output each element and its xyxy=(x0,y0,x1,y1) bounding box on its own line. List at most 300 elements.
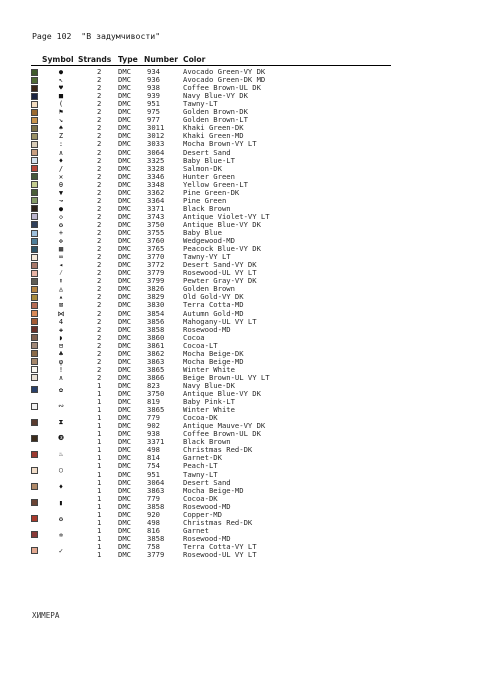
floss-number: 975 xyxy=(147,107,160,117)
color-name: Terra Cotta-VY LT xyxy=(183,541,257,551)
floss-number: 939 xyxy=(147,91,160,101)
color-name: Wedgewood-MD xyxy=(183,236,235,246)
floss-row xyxy=(0,124,494,132)
chart-symbol: ⊠ xyxy=(58,301,64,310)
strands-value: 1 xyxy=(97,533,102,543)
strands-value: 1 xyxy=(97,413,102,423)
chart-symbol: ∞ xyxy=(58,253,64,262)
color-name: Mocha Beige-MD xyxy=(183,356,244,366)
color-swatch xyxy=(31,125,38,132)
type-value: DMC xyxy=(118,83,131,93)
floss-number: 3865 xyxy=(147,405,165,415)
type-value: DMC xyxy=(118,421,131,431)
strands-value: 2 xyxy=(97,228,102,237)
strands-value: 1 xyxy=(97,461,102,471)
floss-row xyxy=(0,221,494,229)
color-swatch xyxy=(31,310,38,317)
type-value: DMC xyxy=(118,533,131,543)
color-swatch xyxy=(31,262,38,269)
color-name: Pine Green-DK xyxy=(183,187,240,197)
type-value: DMC xyxy=(118,413,131,423)
floss-number: 3772 xyxy=(147,260,165,270)
floss-number: 3743 xyxy=(147,211,165,221)
color-swatch xyxy=(31,69,38,76)
color-swatch xyxy=(31,326,38,333)
floss-row xyxy=(0,92,494,100)
type-value: DMC xyxy=(118,276,131,286)
strands-value: 2 xyxy=(97,244,102,254)
color-name: Salmon-DK xyxy=(183,163,222,173)
floss-row xyxy=(0,149,494,157)
floss-row xyxy=(0,374,494,382)
floss-number: 3854 xyxy=(147,308,165,318)
strands-value: 2 xyxy=(97,179,102,189)
floss-number: 3779 xyxy=(147,268,165,278)
floss-row xyxy=(0,551,494,559)
chart-symbol: : xyxy=(58,140,64,149)
type-value: DMC xyxy=(118,509,131,519)
color-name: Coffee Brown-UL DK xyxy=(183,429,261,439)
floss-row xyxy=(0,181,494,189)
type-value: DMC xyxy=(118,364,131,374)
floss-number: 3348 xyxy=(147,179,165,189)
strands-value: 2 xyxy=(97,348,102,358)
type-value: DMC xyxy=(118,292,131,302)
type-value: DMC xyxy=(118,236,131,246)
floss-number: 3863 xyxy=(147,485,165,495)
chart-symbol: ✚ xyxy=(58,325,64,334)
color-name: Mocha Beige-DK xyxy=(183,348,244,358)
color-name: Rosewood-MD xyxy=(183,533,231,543)
color-swatch xyxy=(31,157,38,164)
color-swatch xyxy=(31,77,38,84)
strands-value: 1 xyxy=(97,380,102,390)
floss-number: 3012 xyxy=(147,131,165,141)
strands-value: 1 xyxy=(97,453,102,463)
floss-number: 3856 xyxy=(147,316,165,326)
footer-text: ХИМЕРА xyxy=(32,611,60,620)
type-value: DMC xyxy=(118,195,131,205)
chart-symbol: ♦ xyxy=(58,482,64,491)
color-swatch xyxy=(31,278,38,285)
type-value: DMC xyxy=(118,405,131,415)
chart-symbol: ⬆ xyxy=(58,277,64,286)
color-swatch xyxy=(31,302,38,309)
type-value: DMC xyxy=(118,219,131,229)
floss-number: 902 xyxy=(147,421,160,431)
type-value: DMC xyxy=(118,453,131,463)
floss-number: 3346 xyxy=(147,171,165,181)
strands-value: 2 xyxy=(97,99,102,109)
color-name: Tawny-VY LT xyxy=(183,252,231,262)
floss-number: 754 xyxy=(147,461,160,471)
chart-symbol: ! xyxy=(58,365,64,374)
type-value: DMC xyxy=(118,525,131,535)
floss-number: 3779 xyxy=(147,550,165,559)
floss-number: 3861 xyxy=(147,340,165,350)
strands-value: 1 xyxy=(97,421,102,431)
color-name: Antique Mauve-VY DK xyxy=(183,421,266,431)
chart-symbol: ∧ xyxy=(58,373,64,382)
strands-value: 2 xyxy=(97,284,102,294)
strands-value: 2 xyxy=(97,123,102,133)
chart-symbol: ( xyxy=(58,100,64,109)
color-swatch xyxy=(31,374,38,381)
chart-symbol: ⁄ xyxy=(58,269,64,278)
strands-value: 1 xyxy=(97,389,102,398)
chart-symbol: ↘ xyxy=(58,116,64,125)
chart-symbol: ⊟ xyxy=(58,341,64,350)
strands-value: 1 xyxy=(97,485,102,495)
color-name: Black Brown xyxy=(183,437,231,447)
floss-number: 3799 xyxy=(147,276,165,286)
floss-number: 934 xyxy=(147,67,160,76)
strands-value: 2 xyxy=(97,268,102,278)
floss-row xyxy=(0,293,494,301)
color-swatch xyxy=(31,133,38,140)
strands-value: 2 xyxy=(97,260,102,270)
type-value: DMC xyxy=(118,123,131,133)
chart-symbol: ◂ xyxy=(58,261,64,270)
type-value: DMC xyxy=(118,139,131,149)
strands-value: 1 xyxy=(97,550,102,559)
strands-value: 1 xyxy=(97,517,102,527)
type-value: DMC xyxy=(118,501,131,511)
strands-value: 1 xyxy=(97,445,102,455)
strands-value: 1 xyxy=(97,509,102,519)
strands-value: 1 xyxy=(97,437,102,447)
color-name: Cocoa xyxy=(183,332,205,342)
type-value: DMC xyxy=(118,252,131,262)
chart-symbol: ♠ xyxy=(58,124,64,133)
color-name: Winter White xyxy=(183,364,235,374)
type-value: DMC xyxy=(118,203,131,213)
floss-number: 3362 xyxy=(147,187,165,197)
strands-value: 1 xyxy=(97,541,102,551)
color-name: Baby Blue-LT xyxy=(183,155,235,165)
strands-value: 2 xyxy=(97,115,102,125)
floss-number: 3858 xyxy=(147,501,165,511)
chart-symbol: ✓ xyxy=(58,546,64,555)
type-value: DMC xyxy=(118,163,131,173)
color-name: Terra Cotta-MD xyxy=(183,300,244,310)
floss-number: 758 xyxy=(147,541,160,551)
strands-value: 2 xyxy=(97,308,102,318)
strands-value: 2 xyxy=(97,276,102,286)
color-name: Avocado Green-VY DK xyxy=(183,67,266,76)
header-symbol: Symbol xyxy=(42,55,74,64)
type-value: DMC xyxy=(118,115,131,125)
chart-symbol: ▼ xyxy=(58,188,64,197)
floss-row xyxy=(0,229,494,237)
color-swatch xyxy=(31,117,38,124)
type-value: DMC xyxy=(118,300,131,310)
type-value: DMC xyxy=(118,179,131,189)
strands-value: 2 xyxy=(97,67,102,76)
color-swatch xyxy=(31,189,38,196)
chart-symbol: Z xyxy=(58,132,64,141)
floss-row xyxy=(0,406,494,414)
floss-number: 498 xyxy=(147,517,160,527)
floss-row xyxy=(0,454,494,462)
strands-value: 2 xyxy=(97,75,102,85)
color-swatch xyxy=(31,197,38,204)
type-value: DMC xyxy=(118,260,131,270)
type-value: DMC xyxy=(118,228,131,237)
type-value: DMC xyxy=(118,356,131,366)
color-swatch xyxy=(31,230,38,237)
color-name: Golden Brown-DK xyxy=(183,107,248,117)
floss-number: 3770 xyxy=(147,252,165,262)
floss-row xyxy=(0,519,494,527)
floss-row xyxy=(0,503,494,511)
strands-value: 2 xyxy=(97,107,102,117)
type-value: DMC xyxy=(118,477,131,487)
color-name: Black Brown xyxy=(183,203,231,213)
pattern-title: "В задумчивости" xyxy=(81,31,161,41)
floss-number: 3371 xyxy=(147,203,165,213)
chart-symbol: ↝ xyxy=(58,196,64,205)
chart-symbol: ▩ xyxy=(58,245,64,254)
color-swatch xyxy=(31,205,38,212)
floss-number: 3866 xyxy=(147,372,165,382)
floss-number: 938 xyxy=(147,83,160,93)
color-name: Antique Blue-VY DK xyxy=(183,389,261,398)
type-value: DMC xyxy=(118,211,131,221)
color-name: Mahogany-UL VY LT xyxy=(183,316,257,326)
type-value: DMC xyxy=(118,469,131,479)
color-swatch xyxy=(31,318,38,325)
chart-symbol: ✪ xyxy=(58,220,64,229)
type-value: DMC xyxy=(118,187,131,197)
strands-value: 2 xyxy=(97,139,102,149)
floss-row xyxy=(0,285,494,293)
color-swatch xyxy=(31,181,38,188)
floss-number: 498 xyxy=(147,445,160,455)
strands-value: 2 xyxy=(97,236,102,246)
floss-number: 920 xyxy=(147,509,160,519)
color-name: Navy Blue-DK xyxy=(183,380,235,390)
header-color: Color xyxy=(183,55,206,64)
type-value: DMC xyxy=(118,171,131,181)
strands-value: 1 xyxy=(97,525,102,535)
strands-value: 2 xyxy=(97,356,102,366)
floss-row xyxy=(0,342,494,350)
color-swatch xyxy=(31,221,38,228)
floss-number: 3863 xyxy=(147,356,165,366)
floss-number: 3858 xyxy=(147,324,165,334)
color-name: Rosewood-UL VY LT xyxy=(183,550,257,559)
floss-number: 814 xyxy=(147,453,160,463)
color-swatch xyxy=(31,366,38,373)
strands-value: 1 xyxy=(97,429,102,439)
floss-row xyxy=(0,116,494,124)
color-swatch xyxy=(31,149,38,156)
strands-value: 1 xyxy=(97,493,102,503)
color-name: Cocoa-DK xyxy=(183,413,218,423)
type-value: DMC xyxy=(118,308,131,318)
color-name: Christmas Red-DK xyxy=(183,517,253,527)
floss-number: 3064 xyxy=(147,477,165,487)
floss-number: 3755 xyxy=(147,228,165,237)
floss-number: 938 xyxy=(147,429,160,439)
strands-value: 2 xyxy=(97,187,102,197)
chart-symbol: ✿ xyxy=(58,385,64,394)
strands-value: 2 xyxy=(97,147,102,157)
color-swatch xyxy=(31,254,38,261)
strands-value: 1 xyxy=(97,397,102,407)
color-name: Garnet xyxy=(183,525,209,535)
floss-number: 3325 xyxy=(147,155,165,165)
floss-number: 3011 xyxy=(147,123,165,133)
chart-symbol: ✕ xyxy=(58,172,64,181)
floss-number: 3829 xyxy=(147,292,165,302)
floss-number: 3760 xyxy=(147,236,165,246)
strands-value: 2 xyxy=(97,91,102,101)
strands-value: 2 xyxy=(97,211,102,221)
chart-symbol: + xyxy=(58,229,64,237)
chart-symbol: 4 xyxy=(58,317,64,326)
type-value: DMC xyxy=(118,493,131,503)
chart-symbol: ○ xyxy=(58,466,64,475)
type-value: DMC xyxy=(118,389,131,398)
color-name: Coffee Brown-UL DK xyxy=(183,83,261,93)
color-name: Pewter Gray-VY DK xyxy=(183,276,257,286)
type-value: DMC xyxy=(118,155,131,165)
color-swatch xyxy=(31,358,38,365)
floss-row xyxy=(0,157,494,165)
chart-symbol: ● xyxy=(58,204,64,213)
chart-symbol: ∧ xyxy=(58,148,64,157)
color-swatch xyxy=(31,141,38,148)
chart-symbol: ✜ xyxy=(58,237,64,246)
chart-symbol: ♣ xyxy=(58,349,64,358)
floss-number: 3371 xyxy=(147,437,165,447)
color-name: Navy Blue-VY DK xyxy=(183,91,248,101)
strands-value: 2 xyxy=(97,292,102,302)
chart-symbol: ◇ xyxy=(58,212,64,221)
floss-number: 3865 xyxy=(147,364,165,374)
floss-row xyxy=(0,487,494,495)
chart-symbol: ▮ xyxy=(58,498,64,507)
color-swatch xyxy=(31,334,38,341)
color-name: Christmas Red-DK xyxy=(183,445,253,455)
type-value: DMC xyxy=(118,147,131,157)
type-value: DMC xyxy=(118,461,131,471)
floss-number: 779 xyxy=(147,413,160,423)
type-value: DMC xyxy=(118,316,131,326)
floss-number: 3750 xyxy=(147,219,165,229)
floss-number: 3033 xyxy=(147,139,165,149)
color-name: Autumn Gold-MD xyxy=(183,308,244,318)
strands-value: 2 xyxy=(97,83,102,93)
chart-symbol: ⧗ xyxy=(58,418,64,427)
floss-number: 3862 xyxy=(147,348,165,358)
type-value: DMC xyxy=(118,380,131,390)
floss-number: 823 xyxy=(147,380,160,390)
color-name: Golden Brown xyxy=(183,284,235,294)
chart-symbol: ✲ xyxy=(58,530,64,539)
color-name: Cocoa-DK xyxy=(183,493,218,503)
color-swatch xyxy=(31,173,38,180)
color-swatch xyxy=(31,350,38,357)
strands-value: 2 xyxy=(97,332,102,342)
header-number: Number xyxy=(144,55,179,64)
type-value: DMC xyxy=(118,131,131,141)
color-name: Khaki Green-MD xyxy=(183,131,244,141)
floss-row xyxy=(0,301,494,309)
chart-symbol: ⋈ xyxy=(57,309,65,318)
header-type: Type xyxy=(118,55,138,64)
strands-value: 2 xyxy=(97,340,102,350)
type-value: DMC xyxy=(118,445,131,455)
strands-value: 2 xyxy=(97,131,102,141)
color-name: Pine Green xyxy=(183,195,227,205)
floss-row xyxy=(0,245,494,253)
color-swatch xyxy=(31,85,38,92)
strands-value: 2 xyxy=(97,219,102,229)
type-value: DMC xyxy=(118,284,131,294)
strands-value: 2 xyxy=(97,316,102,326)
floss-number: 3826 xyxy=(147,284,165,294)
chart-symbol: ❸ xyxy=(57,434,65,443)
chart-symbol: ▴ xyxy=(58,293,64,302)
strands-value: 1 xyxy=(97,469,102,479)
floss-row xyxy=(0,318,494,326)
type-value: DMC xyxy=(118,268,131,278)
color-name: Baby Pink-LT xyxy=(183,397,235,407)
color-name: Avocado Green-DK MD xyxy=(183,75,266,85)
color-name: Antique Violet-VY LT xyxy=(183,211,270,221)
color-swatch xyxy=(31,101,38,108)
strands-value: 2 xyxy=(97,324,102,334)
chart-symbol: ◗ xyxy=(58,333,64,342)
strands-value: 1 xyxy=(97,477,102,487)
color-swatch xyxy=(31,238,38,245)
color-name: Desert Sand xyxy=(183,477,231,487)
strands-value: 2 xyxy=(97,171,102,181)
type-value: DMC xyxy=(118,550,131,559)
floss-row xyxy=(0,140,494,148)
color-swatch xyxy=(31,93,38,100)
strands-value: 2 xyxy=(97,203,102,213)
chart-symbol: ✪ xyxy=(58,514,64,523)
chart-symbol: ↖ xyxy=(58,76,64,85)
type-value: DMC xyxy=(118,91,131,101)
color-name: Desert Sand xyxy=(183,147,231,157)
floss-number: 977 xyxy=(147,115,160,125)
color-name: Desert Sand-VY DK xyxy=(183,260,257,270)
floss-number: 3858 xyxy=(147,533,165,543)
floss-number: 951 xyxy=(147,469,160,479)
type-value: DMC xyxy=(118,397,131,407)
color-name: Khaki Green-DK xyxy=(183,123,244,133)
color-name: Peach-LT xyxy=(183,461,218,471)
page-number: Page 102 xyxy=(32,31,72,41)
color-name: Cocoa-LT xyxy=(183,340,218,350)
floss-number: 936 xyxy=(147,75,160,85)
floss-number: 3328 xyxy=(147,163,165,173)
color-name: Yellow Green-LT xyxy=(183,179,248,189)
floss-row xyxy=(0,326,494,334)
color-name: Copper-MD xyxy=(183,509,222,519)
floss-number: 3750 xyxy=(147,389,165,398)
color-name: Tawny-LT xyxy=(183,469,218,479)
floss-row xyxy=(0,189,494,197)
floss-row xyxy=(0,165,494,173)
strands-value: 1 xyxy=(97,405,102,415)
chart-symbol: ∾ xyxy=(58,402,64,411)
